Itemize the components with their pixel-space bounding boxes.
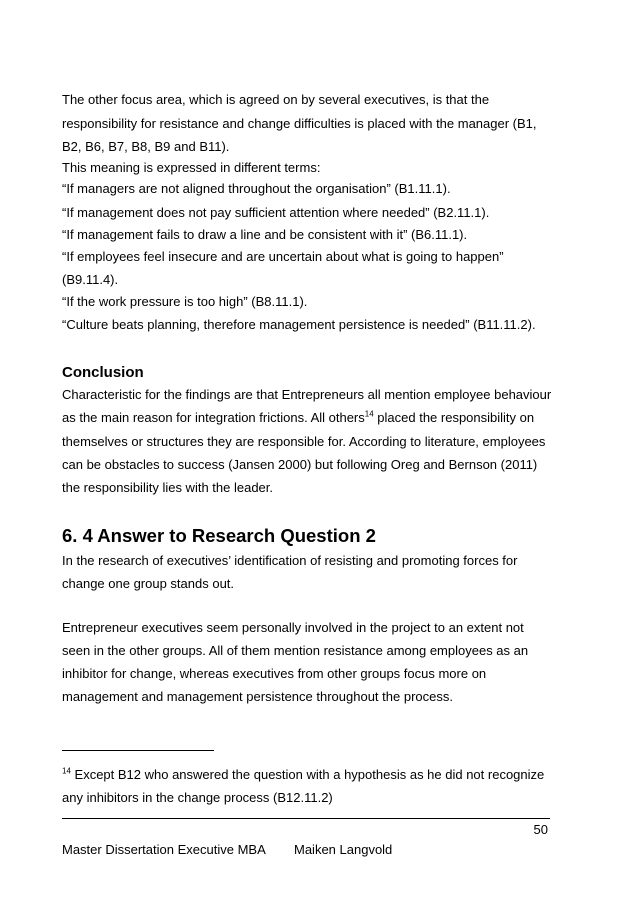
conclusion-text: placed the responsibility on <box>373 410 535 425</box>
body-line: The other focus area, which is agreed on by several executives, is that the <box>62 92 490 107</box>
conclusion-line: can be obstacles to success (Jansen 2000) but following Oreg and Bernson (2011) <box>62 457 538 472</box>
quote-line: “If management fails to draw a line and be consistent with it” (B6.11.1). <box>62 227 468 242</box>
footnote-line <box>62 767 544 783</box>
footnote-separator <box>62 750 214 751</box>
quote-line: (B9.11.4). <box>62 272 119 287</box>
conclusion-text: as the main reason for integration frictions. All others <box>62 410 365 425</box>
quote-line: “If employees feel insecure and are uncertain about what is going to happen” <box>62 249 504 264</box>
conclusion-line <box>62 410 534 426</box>
body-line: seen in the other groups. All of them mention resistance among employees as an <box>62 643 529 658</box>
quote-line: “If the work pressure is too high” (B8.11.1). <box>62 294 308 309</box>
page-number: 50 <box>533 822 548 837</box>
section-heading: 6. 4 Answer to Research Question 2 <box>62 525 376 546</box>
footer-separator <box>62 818 550 819</box>
conclusion-heading: Conclusion <box>62 364 144 381</box>
quote-line: “If management does not pay sufficient attention where needed” (B2.11.1). <box>62 205 490 220</box>
footnote-reference: 14 <box>364 409 374 419</box>
footer-title: Master Dissertation Executive MBA <box>62 842 266 857</box>
quote-line: “If managers are not aligned throughout the organisation” (B1.11.1). <box>62 181 451 196</box>
body-line: responsibility for resistance and change difficulties is placed with the manager (B1, <box>62 116 537 131</box>
footnote-line: any inhibitors in the change process (B12.11.2) <box>62 790 333 805</box>
body-line: Entrepreneur executives seem personally involved in the project to an extent not <box>62 620 524 635</box>
quote-line: “Culture beats planning, therefore management persistence is needed” (B11.11.2). <box>62 317 536 332</box>
conclusion-line: themselves or structures they are responsible for. According to literature, employees <box>62 434 546 449</box>
footer-author: Maiken Langvold <box>294 842 393 857</box>
body-line: In the research of executives’ identification of resisting and promoting forces for <box>62 553 518 568</box>
body-line: This meaning is expressed in different terms: <box>62 160 321 175</box>
body-line: inhibitor for change, whereas executives from other groups focus more on <box>62 666 487 681</box>
conclusion-line: the responsibility lies with the leader. <box>62 480 274 495</box>
body-line: management and management persistence throughout the process. <box>62 689 453 704</box>
body-line: change one group stands out. <box>62 576 235 591</box>
body-line: B2, B6, B7, B8, B9 and B11). <box>62 139 230 154</box>
conclusion-line: Characteristic for the findings are that Entrepreneurs all mention employee behaviour <box>62 387 552 402</box>
footnote-marker: 14 <box>62 766 71 776</box>
footnote-text: Except B12 who answered the question with a hypothesis as he did not recognize <box>70 767 545 782</box>
